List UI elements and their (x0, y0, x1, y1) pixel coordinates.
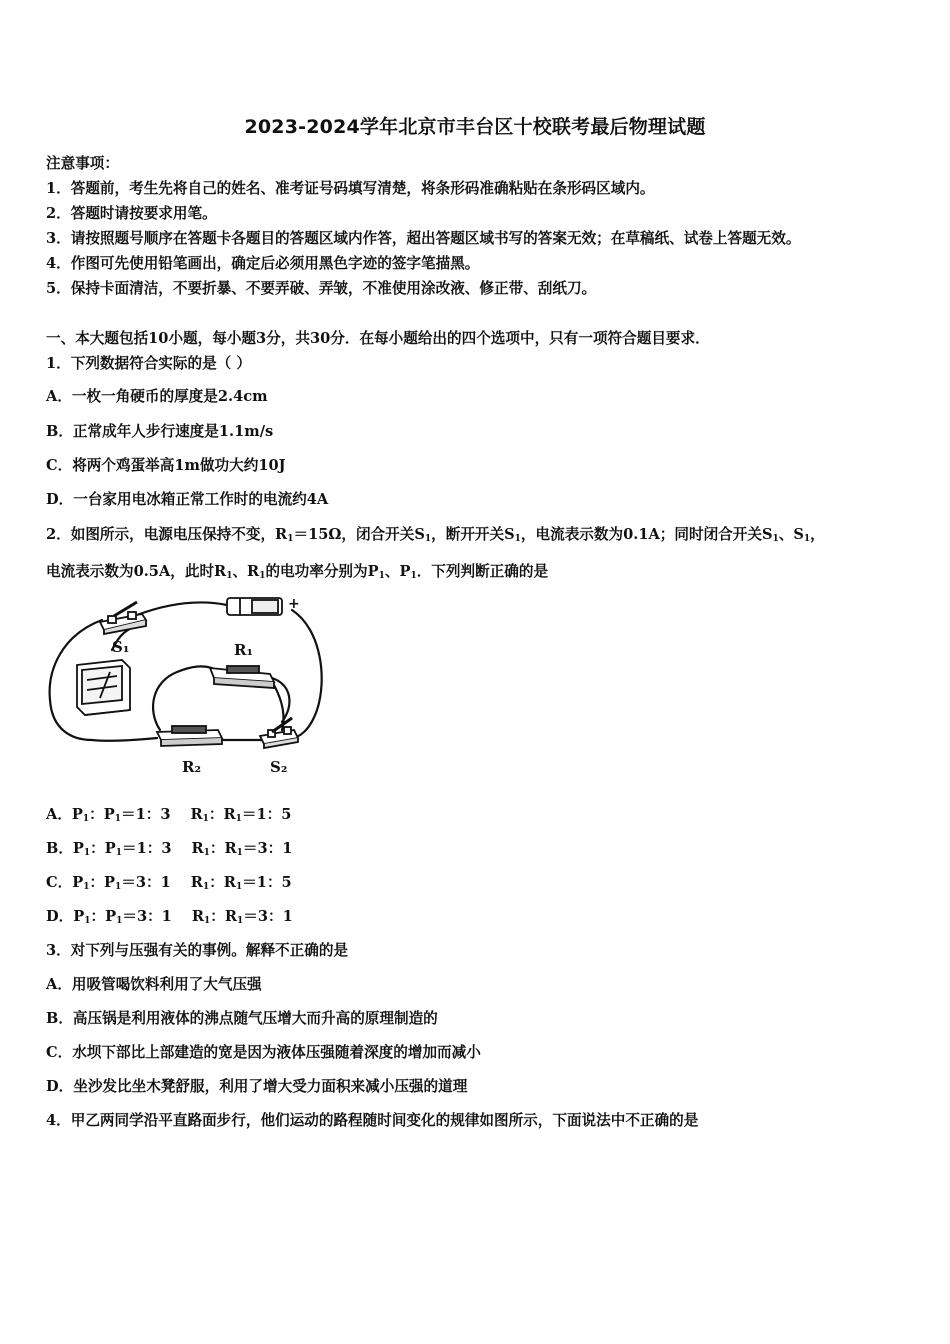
stem-text: ， (810, 526, 825, 543)
question-2-option-a (46, 803, 291, 824)
subscript: 1 (203, 848, 210, 858)
subscript: 1 (116, 916, 123, 926)
subscript: 1 (287, 534, 294, 544)
option-text: ＝1：3 (122, 840, 172, 857)
stem-text: ．下列判断正确的是 (416, 563, 549, 580)
subscript: 1 (236, 848, 243, 858)
subscript: 1 (410, 571, 417, 581)
question-1-stem: 1．下列数据符合实际的是（ ） (46, 355, 251, 372)
stem-text: 、S (778, 526, 804, 543)
subscript: 1 (235, 882, 243, 892)
question-2-stem-line-2 (46, 560, 548, 581)
option-text: ：R (209, 874, 236, 891)
option-text: ：P (90, 840, 116, 857)
option-text: ＝1：3 (121, 806, 171, 823)
wire-top (137, 602, 227, 615)
notice-heading: 注意事项： (46, 155, 119, 172)
subscript: 1 (803, 534, 811, 544)
option-text: ：R (208, 806, 236, 823)
subscript: 1 (202, 814, 209, 824)
question-3-option-a: A．用吸管喝饮料利用了大气压强 (46, 976, 262, 993)
page-title: 2023-2024学年北京市丰台区十校联考最后物理试题 (244, 116, 706, 138)
section-heading: 一、本大题包括10小题，每小题3分，共30分．在每小题给出的四个选项中，只有一项符合题目要求． (46, 330, 710, 347)
stem-text: 2．如图所示，电源电压保持不变，R (46, 526, 288, 543)
option-text: ＝3：1 (121, 874, 171, 891)
question-2-stem-line-1 (46, 523, 825, 544)
stem-text: 、P (384, 563, 411, 580)
stem-text: 电流表示数为0.5A，此时R (46, 563, 227, 580)
subscript: 1 (235, 814, 242, 824)
question-3-stem: 3．对下列与压强有关的事例。解释不正确的是 (46, 942, 349, 959)
notice-item: 4．作图可先使用铅笔画出，确定后必须用黑色字迹的签字笔描黑。 (46, 255, 480, 272)
subscript: 1 (203, 916, 211, 926)
wire-bottom (92, 738, 157, 741)
battery (227, 598, 282, 615)
option-text: ：P (89, 874, 116, 891)
subscript: 1 (115, 882, 122, 892)
question-1-option-a: A．一枚一角硬币的厚度是2.4cm (46, 388, 268, 405)
wire-right (287, 610, 322, 740)
label-r2: R₂ (182, 758, 202, 776)
subscript: 1 (514, 534, 521, 544)
notice-item: 1．答题前，考生先将自己的姓名、准考证号码填写清楚，将条形码准确粘贴在条形码区域内。 (46, 180, 655, 197)
subscript: 1 (236, 916, 244, 926)
stem-text: ＝15Ω，闭合开关S (293, 526, 425, 543)
option-text: R (191, 840, 204, 857)
switch-s1 (100, 602, 146, 634)
option-text: ＝3：1 (243, 908, 293, 925)
subscript: 1 (202, 882, 210, 892)
option-text: C．P (46, 874, 84, 891)
label-s1: S₁ (112, 638, 130, 656)
question-3-option-d: D．坐沙发比坐木凳舒服，利用了增大受力面积来减小压强的道理 (46, 1078, 468, 1095)
option-text: ＝3：1 (242, 840, 293, 857)
subscript: 1 (772, 534, 779, 544)
question-1-option-c: C．将两个鸡蛋举高1m做功大约10J (46, 457, 286, 474)
option-text: R (190, 806, 203, 823)
option-text: ：P (90, 908, 117, 925)
stem-text: ，电流表示数为0.1A；同时闭合开关S (520, 526, 773, 543)
subscript: 1 (83, 882, 90, 892)
question-3-option-b: B．高压锅是利用液体的沸点随气压增大而升高的原理制造的 (46, 1010, 438, 1027)
resistor-r2 (157, 726, 222, 746)
label-s2: S₂ (270, 758, 288, 776)
option-text: D．P (46, 908, 85, 925)
option-text: R (190, 874, 203, 891)
question-3-option-c: C．水坝下部比上部建造的宽是因为液体压强随着深度的增加而减小 (46, 1044, 481, 1061)
question-1-option-b: B．正常成年人步行速度是1.1m/s (46, 423, 274, 440)
circuit-diagram (42, 590, 332, 780)
subscript: 1 (84, 916, 91, 926)
question-2-option-c (46, 871, 292, 892)
ammeter (77, 660, 130, 715)
question-2-option-d (46, 905, 293, 926)
subscript: 1 (226, 571, 233, 581)
notice-item: 5．保持卡面清洁，不要折暴、不要弄破、弄皱，不准使用涂改液、修正带、刮纸刀。 (46, 280, 597, 297)
subscript: 1 (114, 814, 122, 824)
option-text: ＝1：5 (241, 806, 292, 823)
notice-item: 3．请按照题号顺序在答题卡各题目的答题区域内作答，超出答题区域书写的答案无效；在草稿纸、试卷上答题无效。 (46, 230, 801, 247)
subscript: 1 (378, 571, 385, 581)
option-text: B．P (46, 840, 84, 857)
option-text: R (191, 908, 204, 925)
option-text: ：R (210, 908, 237, 925)
notice-item: 2．答题时请按要求用笔。 (46, 205, 217, 222)
stem-text: 的电功率分别为P (265, 563, 379, 580)
wire-inner-left (153, 666, 212, 730)
subscript: 1 (82, 814, 90, 824)
resistor-r1 (210, 666, 274, 688)
label-plus: + (288, 596, 300, 612)
switch-s2 (260, 718, 298, 748)
question-4-stem: 4．甲乙两同学沿平直路面步行，他们运动的路程随时间变化的规律如图所示，下面说法中不正确的是 (46, 1112, 699, 1129)
subscript: 1 (115, 848, 123, 858)
question-1-option-d: D．一台家用电冰箱正常工作时的电流约4A (46, 491, 329, 508)
option-text: A．P (46, 806, 83, 823)
subscript: 1 (259, 571, 266, 581)
stem-text: ，断开开关S (431, 526, 515, 543)
option-text: ：P (89, 806, 115, 823)
question-2-option-b (46, 837, 292, 858)
subscript: 1 (83, 848, 91, 858)
subscript: 1 (424, 534, 432, 544)
option-text: ：R (209, 840, 237, 857)
stem-text: 、R (232, 563, 260, 580)
label-r1: R₁ (234, 641, 254, 659)
option-text: ＝3：1 (122, 908, 172, 925)
option-text: ＝1：5 (242, 874, 292, 891)
